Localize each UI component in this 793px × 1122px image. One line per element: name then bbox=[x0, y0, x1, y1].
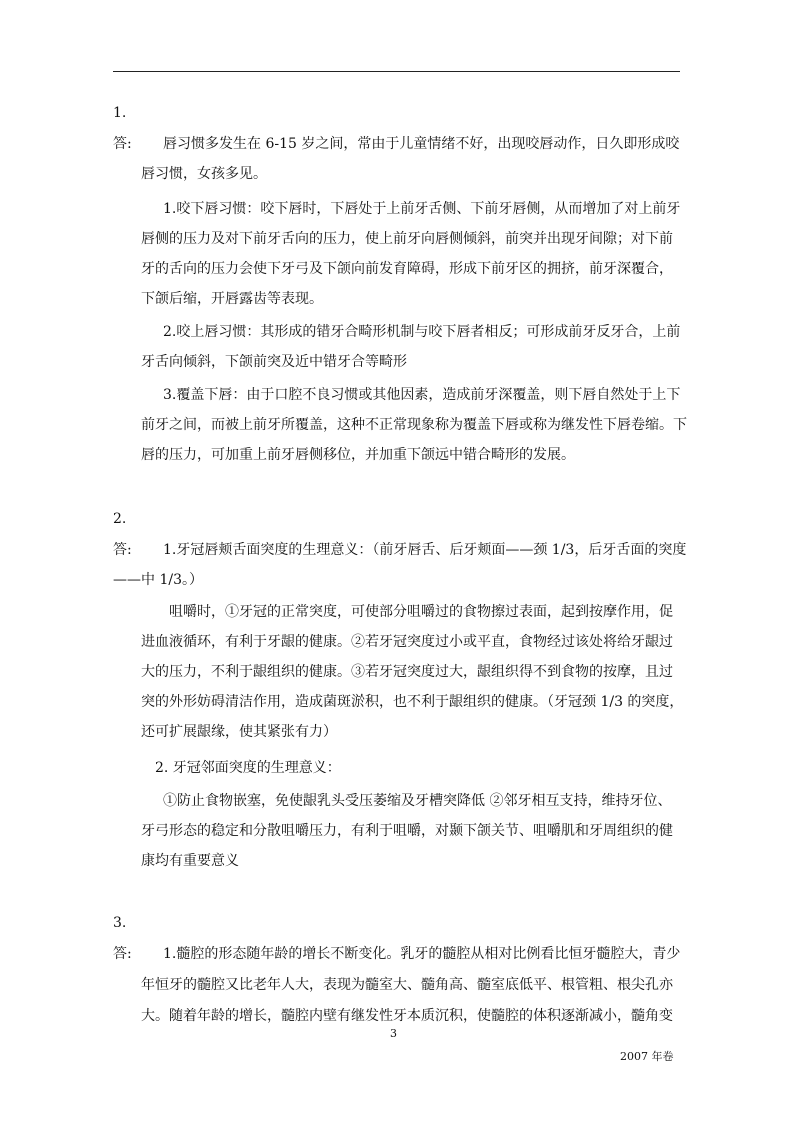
answer-line: 唇习惯，女孩多见。 bbox=[141, 166, 267, 182]
answer-line: 牙的舌向的压力会使下牙弓及下颌向前发育障碍，形成下前牙区的拥挤，前牙深覆合， bbox=[141, 261, 673, 277]
question-number: 3. bbox=[113, 915, 127, 931]
header-rule bbox=[113, 71, 680, 72]
answer-label: 答: bbox=[113, 542, 132, 558]
answer-line: ①防止食物嵌塞，免使龈乳头受压萎缩及牙槽突降低 ②邻牙相互支持，维持牙位、 bbox=[163, 793, 672, 809]
answer-line: 大。随着年龄的增长，髓腔内壁有继发性牙本质沉积，使髓腔的体积逐渐减小，髓角变 bbox=[141, 1008, 673, 1024]
answer-line: 2. 牙冠邻面突度的生理意义： bbox=[155, 760, 341, 776]
answer-line: 还可扩展龈缘，使其紧张有力） bbox=[141, 724, 337, 740]
answer-line: ——中 1/3。） bbox=[113, 572, 203, 588]
answer-line: 2.咬上唇习惯：其形成的错牙合畸形机制与咬下唇者相反；可形成前牙反牙合，上前 bbox=[163, 324, 681, 340]
footer-year-label: 2007 年卷 bbox=[620, 1050, 674, 1063]
answer-line: 唇的压力，可加重上前牙唇侧移位，并加重下颌远中错合畸形的发展。 bbox=[141, 447, 575, 463]
answer-line: 牙弓形态的稳定和分散咀嚼压力，有利于咀嚼，对颞下颌关节、咀嚼肌和牙周组织的健 bbox=[141, 823, 673, 839]
answer-line: 唇侧的压力及对下前牙舌向的压力，使上前牙向唇侧倾斜，前突并出现牙间隙；对下前 bbox=[141, 231, 673, 247]
answer-line: 突的外形妨碍清洁作用，造成菌斑淤积，也不利于龈组织的健康。（牙冠颈 1/3 的突度， bbox=[141, 694, 684, 710]
answer-line: 3.覆盖下唇：由于口腔不良习惯或其他因素，造成前牙深覆盖，则下唇自然处于上下 bbox=[163, 387, 681, 403]
answer-line: 唇习惯多发生在 6-15 岁之间，常由于儿童情绪不好，出现咬唇动作，日久即形成咬 bbox=[163, 136, 680, 152]
answer-line: 进血液循环，有利于牙龈的健康。②若牙冠突度过小或平直，食物经过该处将给牙龈过 bbox=[141, 634, 673, 650]
question-number: 2. bbox=[113, 511, 127, 527]
answer-line: 1.咬下唇习惯：咬下唇时，下唇处于上前牙舌侧、下前牙唇侧，从而增加了对上前牙 bbox=[163, 201, 681, 217]
answer-line: 下颌后缩，开唇露齿等表现。 bbox=[141, 291, 323, 307]
answer-line: 前牙之间，而被上前牙所覆盖，这种不正常现象称为覆盖下唇或称为继发性下唇卷缩。下 bbox=[141, 417, 687, 433]
answer-line: 牙舌向倾斜，下颌前突及近中错牙合等畸形 bbox=[141, 354, 407, 370]
answer-line: 咀嚼时，①牙冠的正常突度，可使部分咀嚼过的食物擦过表面，起到按摩作用，促 bbox=[169, 604, 673, 620]
answer-line: 康均有重要意义 bbox=[141, 853, 239, 869]
answer-label: 答: bbox=[113, 136, 132, 152]
page-number: 3 bbox=[390, 1027, 397, 1040]
answer-label: 答: bbox=[113, 946, 132, 962]
question-number: 1. bbox=[113, 105, 127, 121]
answer-line: 年恒牙的髓腔又比老年人大，表现为髓室大、髓角高、髓室底低平、根管粗、根尖孔亦 bbox=[141, 977, 673, 993]
answer-line: 大的压力，不利于龈组织的健康。③若牙冠突度过大，龈组织得不到食物的按摩，且过 bbox=[141, 664, 673, 680]
answer-line: 1.牙冠唇颊舌面突度的生理意义：（前牙唇舌、后牙颊面——颈 1/3，后牙舌面的突度 bbox=[163, 542, 687, 558]
answer-line: 1.髓腔的形态随年龄的增长不断变化。乳牙的髓腔从相对比例看比恒牙髓腔大，青少 bbox=[163, 946, 681, 962]
